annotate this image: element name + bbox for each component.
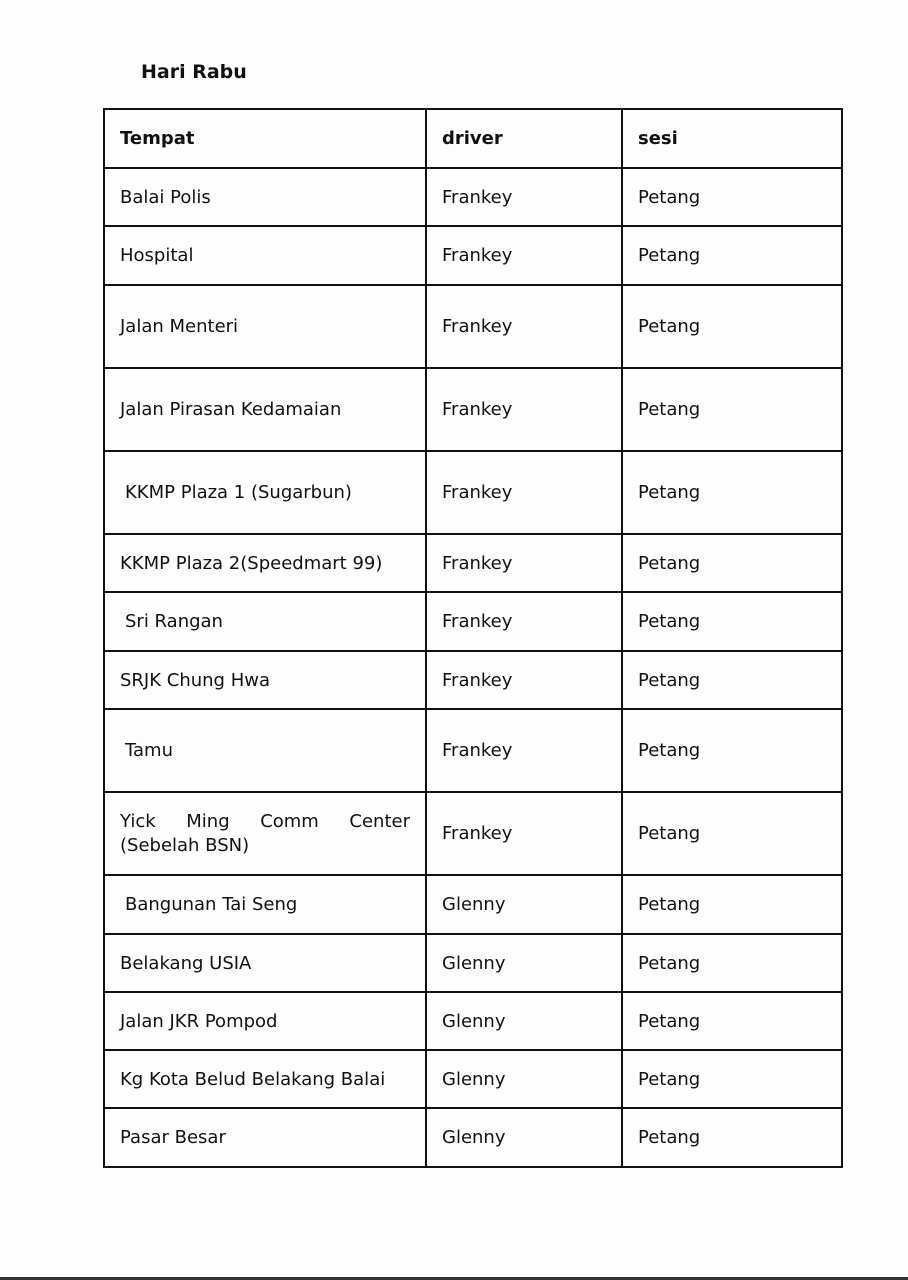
cell-driver: Glenny <box>426 875 622 934</box>
table-row <box>104 285 842 368</box>
cell-tempat: Belakang USIA <box>104 934 426 992</box>
cell-driver: Frankey <box>426 792 622 875</box>
cell-driver: Frankey <box>426 592 622 651</box>
cell-sesi: Petang <box>622 651 842 709</box>
table-row <box>104 1108 842 1167</box>
cell-driver: Frankey <box>426 651 622 709</box>
cell-tempat: KKMP Plaza 2(Speedmart 99) <box>104 534 426 592</box>
cell-tempat: Yick Ming Comm Center (Sebelah BSN) <box>104 792 426 875</box>
cell-driver: Frankey <box>426 368 622 451</box>
cell-tempat: Balai Polis <box>104 168 426 226</box>
cell-sesi: Petang <box>622 934 842 992</box>
table-header-row <box>104 109 842 168</box>
page-heading: Hari Rabu <box>141 61 247 83</box>
schedule-table <box>103 108 843 1168</box>
cell-sesi: Petang <box>622 534 842 592</box>
cell-sesi: Petang <box>622 168 842 226</box>
cell-sesi: Petang <box>622 1108 842 1167</box>
table-row <box>104 534 842 592</box>
cell-sesi: Petang <box>622 875 842 934</box>
cell-sesi: Petang <box>622 792 842 875</box>
cell-tempat: Pasar Besar <box>104 1108 426 1167</box>
cell-tempat: Jalan Menteri <box>104 285 426 368</box>
cell-driver: Glenny <box>426 992 622 1050</box>
cell-sesi: Petang <box>622 709 842 792</box>
cell-tempat: Sri Rangan <box>104 592 426 651</box>
cell-driver: Frankey <box>426 709 622 792</box>
header-tempat: Tempat <box>104 109 426 168</box>
table-row <box>104 592 842 651</box>
cell-sesi: Petang <box>622 451 842 534</box>
table-row <box>104 451 842 534</box>
cell-driver: Frankey <box>426 168 622 226</box>
table-row <box>104 168 842 226</box>
cell-driver: Frankey <box>426 226 622 285</box>
table-row <box>104 226 842 285</box>
cell-tempat: SRJK Chung Hwa <box>104 651 426 709</box>
cell-tempat: Tamu <box>104 709 426 792</box>
cell-sesi: Petang <box>622 1050 842 1108</box>
cell-driver: Glenny <box>426 934 622 992</box>
cell-tempat: Jalan JKR Pompod <box>104 992 426 1050</box>
cell-tempat: KKMP Plaza 1 (Sugarbun) <box>104 451 426 534</box>
cell-sesi: Petang <box>622 992 842 1050</box>
cell-tempat: Jalan Pirasan Kedamaian <box>104 368 426 451</box>
cell-sesi: Petang <box>622 226 842 285</box>
cell-driver: Frankey <box>426 451 622 534</box>
table-row <box>104 792 842 875</box>
cell-tempat: Bangunan Tai Seng <box>104 875 426 934</box>
cell-sesi: Petang <box>622 592 842 651</box>
table-row <box>104 651 842 709</box>
cell-driver: Frankey <box>426 285 622 368</box>
header-sesi: sesi <box>622 109 842 168</box>
header-driver: driver <box>426 109 622 168</box>
cell-sesi: Petang <box>622 285 842 368</box>
cell-driver: Glenny <box>426 1050 622 1108</box>
table-row <box>104 934 842 992</box>
cell-sesi: Petang <box>622 368 842 451</box>
cell-driver: Glenny <box>426 1108 622 1167</box>
cell-driver: Frankey <box>426 534 622 592</box>
table-row <box>104 992 842 1050</box>
cell-tempat: Hospital <box>104 226 426 285</box>
table-row <box>104 1050 842 1108</box>
table-row <box>104 368 842 451</box>
table-row <box>104 875 842 934</box>
cell-tempat: Kg Kota Belud Belakang Balai <box>104 1050 426 1108</box>
table-row <box>104 709 842 792</box>
